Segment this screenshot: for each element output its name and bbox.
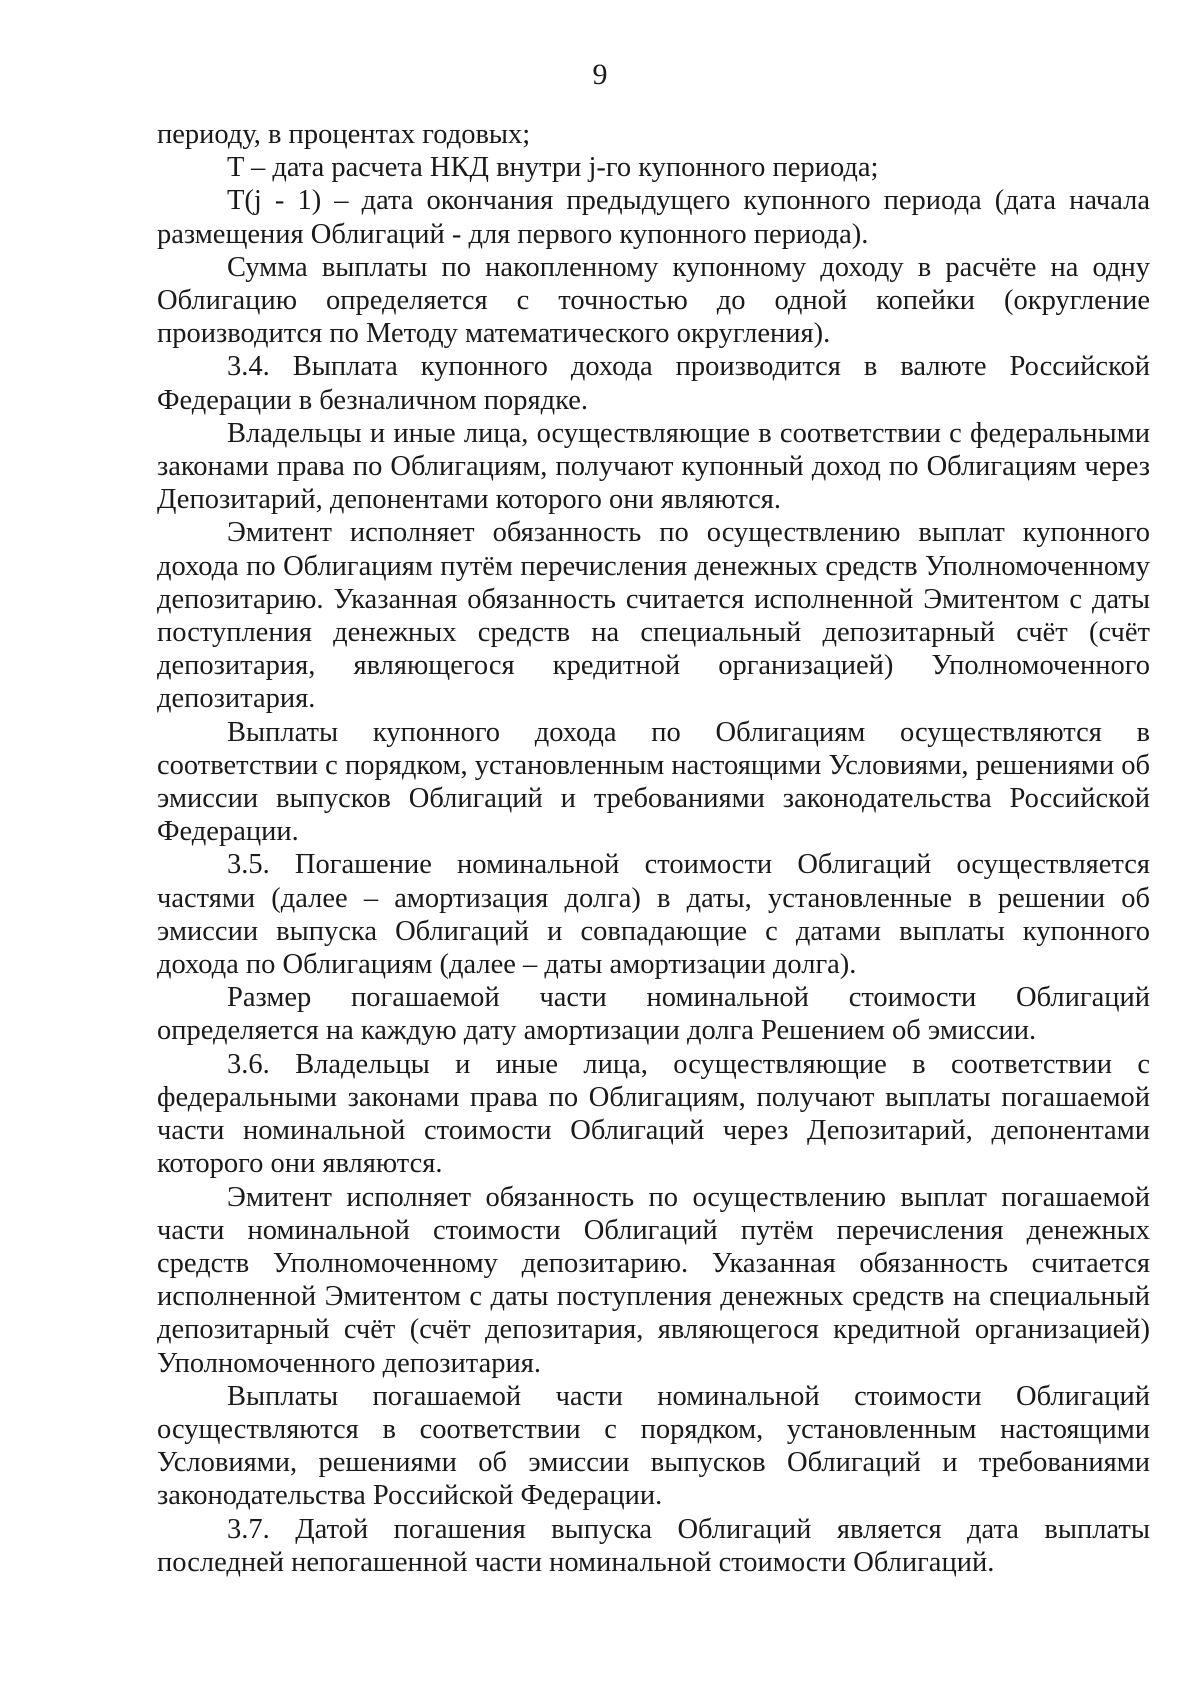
document-body (157, 118, 1150, 1579)
paragraph-section-3-7: 3.7. Датой погашения выпуска Облигаций является дата выплаты последней непогашенной части номинальной стоимости Облигаций. (157, 1513, 1150, 1578)
paragraph-section-3-5: 3.5. Погашение номинальной стоимости Облигаций осуществляется частями (далее – амортизация долга) в даты, установленные в решении об эмиссии выпуска Облигаций и совпадающие с датами выплаты купонного дохода по Облигациям (далее – даты амортизации долга). (157, 849, 1150, 981)
paragraph-section-3-6: 3.6. Владельцы и иные лица, осуществляющие в соответствии с федеральными законами права по Облигациям, получают выплаты погашаемой части номинальной стоимости Облигаций через Депозитарий, депонентами которого они являются. (157, 1048, 1150, 1180)
paragraph-redemption-issuer-obligation: Эмитент исполняет обязанность по осуществлению выплат погашаемой части номинальной стоимости Облигаций путём перечисления денежных средств Уполномоченному депозитарию. Указанная обязанность считается исполненной Эмитентом с даты поступления денежных средств на специальный депозитарный счёт (счёт депозитария, являющегося кредитной организацией) Уполномоченного депозитария. (157, 1181, 1150, 1379)
paragraph-coupon-owners: Владельцы и иные лица, осуществляющие в соответствии с федеральными законами права по Облигациям, получают купонный доход по Облигациям через Депозитарий, депонентами которого они являются. (157, 417, 1150, 516)
paragraph-nkd-rounding: Сумма выплаты по накопленному купонному доходу в расчёте на одну Облигацию определяется с точностью до одной копейки (округление производится по Методу математического округления). (157, 251, 1150, 350)
paragraph-coupon-payments-order: Выплаты купонного дохода по Облигациям осуществляются в соответствии с порядком, установленным настоящими Условиями, решениями об эмиссии выпусков Облигаций и требованиями законодательства Российской Федерации. (157, 716, 1150, 848)
paragraph-section-3-4: 3.4. Выплата купонного дохода производится в валюте Российской Федерации в безналичном порядке. (157, 351, 1150, 416)
paragraph-definition-t-j-1: T(j - 1) – дата окончания предыдущего купонного периода (дата начала размещения Облигаций - для первого купонного периода). (157, 185, 1150, 250)
paragraph-redemption-payments-order: Выплаты погашаемой части номинальной стоимости Облигаций осуществляются в соответствии с порядком, установленным настоящими Условиями, решениями об эмиссии выпусков Облигаций и требованиями законодательства Российской Федерации. (157, 1380, 1150, 1512)
paragraph-definition-t: T – дата расчета НКД внутри j-го купонного периода; (227, 152, 879, 184)
paragraph-period-continuation: периоду, в процентах годовых; (157, 119, 531, 150)
paragraph-coupon-issuer-obligation: Эмитент исполняет обязанность по осуществлению выплат купонного дохода по Облигациям путём перечисления денежных средств Уполномоченному депозитарию. Указанная обязанность считается исполненной Эмитентом с даты поступления денежных средств на специальный депозитарный счёт (счёт депозитария, являющегося кредитной организацией) Уполномоченного депозитария. (157, 517, 1150, 715)
page-number: 9 (592, 58, 608, 91)
paragraph-amortization-size: Размер погашаемой части номинальной стоимости Облигаций определяется на каждую дату амортизации долга Решением об эмиссии. (157, 982, 1150, 1047)
